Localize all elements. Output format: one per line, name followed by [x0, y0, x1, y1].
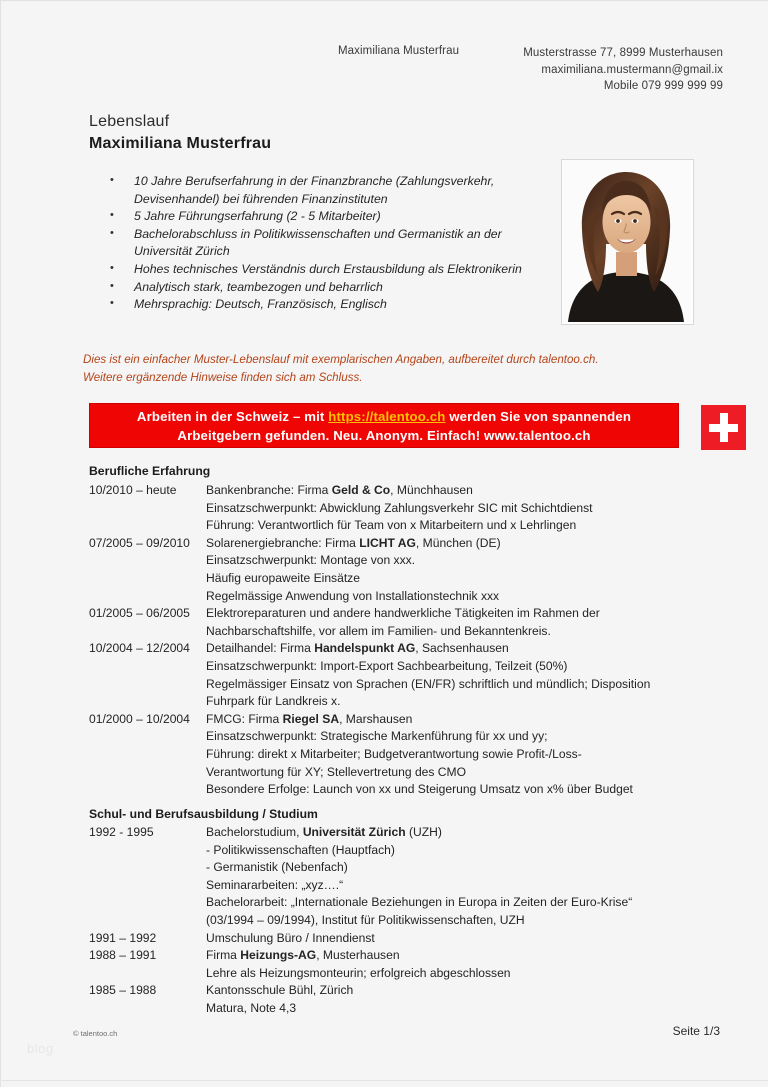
entry-text: Nachbarschaftshilfe, vor allem im Familien- und Bekanntenkreis. [206, 623, 551, 638]
entry-line [206, 676, 689, 694]
entry-period: 1992 - 1995 [89, 825, 154, 839]
sheet-bottom-edge [2, 1080, 768, 1081]
entry-line [206, 859, 689, 877]
document-kicker: Lebenslauf [89, 113, 170, 130]
entry-line [206, 658, 689, 676]
copyright-text: © talentoo.ch [73, 1029, 118, 1038]
entry-text: Einsatzschwerpunkt: Montage von xxx. [206, 553, 416, 568]
entry-line [206, 877, 689, 895]
entry-text: Solarenergiebranche: Firma [206, 535, 360, 550]
promo-banner-text-after: werden Sie von spannenden [445, 408, 632, 424]
entry-emphasis: Heizungs-AG [240, 948, 317, 963]
entry-line [206, 500, 689, 518]
header-contact-block [523, 45, 723, 95]
swiss-flag-cross-vertical [720, 413, 728, 442]
entry-text: Bachelorstudium, [206, 825, 303, 839]
entry-text: Detailhandel: Firma [206, 641, 315, 656]
list-item: • 10 Jahre Berufserfahrung in der Finanzbranche (Zahlungsverkehr, Devisenhandel) bei führenden Finanzinstituten [97, 173, 552, 208]
entry-period: 1991 – 1992 [89, 930, 157, 945]
promo-banner-text-before: Arbeiten in der Schweiz – mit [136, 408, 329, 424]
entry-period: 1988 – 1991 [89, 948, 157, 963]
entry-text: Firma [206, 948, 241, 963]
entry-text: Einsatzschwerpunkt: Strategische Markenführung für xx und yy; [206, 729, 548, 744]
entry-body [206, 640, 689, 710]
entry-period: 01/2005 – 06/2005 [89, 606, 190, 621]
list-item: • Mehrsprachig: Deutsch, Französisch, Englisch [97, 296, 552, 314]
entry-period: 10/2010 – heute [89, 483, 177, 497]
entry-text: Führung: Verantwortlich für Team von x Mitarbeitern und x Lehrlingen [206, 518, 577, 533]
entry-line [206, 842, 689, 860]
entry-body [206, 947, 689, 982]
entry-period: 10/2004 – 12/2004 [89, 641, 190, 656]
entry-emphasis: Universität Zürich [302, 825, 406, 839]
table-row [89, 930, 689, 948]
entry-text: Bachelorarbeit: „Internationale Beziehungen in Europa in Zeiten der Euro-Krise“ [206, 895, 633, 910]
portrait-photo-icon [562, 160, 691, 322]
entry-line [206, 824, 689, 842]
entry-line [206, 605, 689, 623]
entry-text: , München (DE) [415, 535, 501, 550]
entry-emphasis: Riegel SA [282, 711, 340, 726]
entry-period: 1985 – 1988 [89, 983, 157, 998]
entry-text: Seminararbeiten: „xyz….“ [206, 877, 344, 892]
entry-text: - Politikwissenschaften (Hauptfach) [206, 842, 395, 857]
section-title-education: Schul- und Berufsausbildung / Studium [89, 807, 318, 821]
entry-emphasis: LICHT AG [359, 535, 416, 550]
entry-text: Häufig europaweite Einsätze [206, 570, 360, 585]
page-number: Seite 1/3 [672, 1024, 720, 1038]
entry-line [206, 912, 689, 930]
entry-text: , Münchhausen [390, 483, 473, 497]
entry-body [206, 982, 689, 1017]
entry-line [206, 746, 689, 764]
entry-text: (UZH) [405, 825, 442, 839]
entry-body [206, 535, 689, 605]
list-item: • Analytisch stark, teambezogen und beharrlich [97, 279, 552, 297]
entry-line [206, 982, 689, 1000]
entry-body [206, 824, 689, 930]
entry-text: Regelmässige Anwendung von Installationstechnik xxx [206, 588, 500, 603]
table-row [89, 535, 689, 605]
entry-emphasis: Handelspunkt AG [314, 641, 416, 656]
table-row [89, 824, 689, 930]
entry-text: Umschulung Büro / Innendienst [206, 930, 375, 945]
header-email: maximiliana.mustermann@gmail.ix [541, 63, 723, 76]
entry-text: Einsatzschwerpunkt: Abwicklung Zahlungsverkehr SIC mit Schichtdienst [206, 500, 593, 515]
promo-banner-line2: Arbeitgebern gefunden. Neu. Anonym. Einfach! www.talentoo.ch [177, 427, 591, 443]
summary-bullet-list [97, 173, 552, 314]
disclaimer-note [83, 351, 683, 386]
list-item: • Hohes technisches Verständnis durch Erstausbildung als Elektronikerin [97, 261, 552, 279]
entry-line [206, 570, 689, 588]
header-mobile: Mobile 079 999 999 99 [603, 80, 723, 92]
entry-text: Matura, Note 4,3 [206, 1000, 297, 1015]
entry-line [206, 517, 689, 535]
entry-text: (03/1994 – 09/1994), Institut für Politikwissenschaften, UZH [206, 912, 525, 927]
entry-text: Elektroreparaturen und andere handwerkliche Tätigkeiten im Rahmen der [206, 606, 600, 621]
entry-text: Führung: direkt x Mitarbeiter; Budgetverantwortung sowie Profit-/Loss- [206, 746, 582, 761]
entry-text: Bankenbranche: Firma [206, 483, 332, 497]
disclaimer-note-line2: Weitere ergänzende Hinweise finden sich am Schluss. [83, 370, 363, 384]
entry-line [206, 588, 689, 606]
entry-body [206, 711, 689, 799]
entry-line [206, 947, 689, 965]
table-row [89, 947, 689, 982]
entry-line [206, 482, 689, 500]
entry-text: Lehre als Heizungsmonteurin; erfolgreich abgeschlossen [206, 965, 511, 980]
entry-line [206, 728, 689, 746]
entry-line [206, 781, 689, 799]
entry-line [206, 552, 689, 570]
disclaimer-note-line1: Dies ist ein einfacher Muster-Lebenslauf mit exemplarischen Angaben, aufbereitet durch talentoo.ch. [83, 353, 599, 366]
entry-line [206, 623, 689, 641]
entry-text: - Germanistik (Nebenfach) [206, 860, 348, 875]
promo-banner[interactable] [89, 403, 679, 448]
entry-line [206, 693, 689, 711]
page-title: Maximiliana Musterfrau [89, 135, 272, 152]
header-address: Musterstrasse 77, 8999 Musterhausen [523, 47, 723, 59]
entry-line [206, 965, 689, 983]
table-row [89, 482, 689, 535]
entry-text: Einsatzschwerpunkt: Import-Export Sachbearbeitung, Teilzeit (50%) [206, 658, 568, 673]
experience-entry-list [89, 482, 689, 799]
entry-text: Besondere Erfolge: Launch von xx und Steigerung Umsatz von x% über Budget [206, 782, 633, 797]
entry-text: , Sachsenhausen [415, 641, 509, 656]
entry-line [206, 535, 689, 553]
entry-line [206, 930, 689, 948]
entry-text: , Musterhausen [316, 948, 400, 963]
entry-period: 07/2005 – 09/2010 [89, 535, 190, 550]
contact-header [1, 45, 768, 103]
entry-text: , Marshausen [339, 711, 413, 726]
entry-line [206, 764, 689, 782]
promo-banner-line1 [137, 407, 631, 426]
avatar [561, 159, 694, 325]
entry-body [206, 482, 689, 535]
education-entry-list [89, 824, 689, 1018]
entry-line [206, 711, 689, 729]
list-item: • Bachelorabschluss in Politikwissenschaften und Germanistik an der Universität Zürich [97, 226, 552, 261]
table-row [89, 640, 689, 710]
entry-text: Verantwortung für XY; Stellevertretung des CMO [206, 764, 467, 779]
table-row [89, 605, 689, 640]
entry-line [206, 1000, 689, 1018]
entry-text: FMCG: Firma [206, 711, 283, 726]
table-row [89, 711, 689, 799]
list-item: • 5 Jahre Führungserfahrung (2 - 5 Mitarbeiter) [97, 208, 552, 226]
entry-text: Kantonsschule Bühl, Zürich [206, 983, 354, 998]
entry-text: Fuhrpark für Landkreis x. [206, 694, 341, 709]
promo-banner-link[interactable]: https://talentoo.ch [328, 408, 446, 424]
entry-body [206, 605, 689, 640]
section-title-experience: Berufliche Erfahrung [89, 464, 211, 478]
entry-period: 01/2000 – 10/2004 [89, 711, 190, 726]
table-row [89, 982, 689, 1017]
swiss-flag-icon [701, 405, 746, 450]
blog-watermark: blog [27, 1041, 54, 1056]
entry-body [206, 930, 689, 948]
entry-emphasis: Geld & Co [331, 483, 391, 497]
header-candidate-name: Maximiliana Musterfrau [338, 45, 460, 57]
entry-text: Regelmässiger Einsatz von Sprachen (EN/FR) schriftlich und mündlich; Disposition [206, 676, 651, 691]
entry-line [206, 640, 689, 658]
entry-line [206, 894, 689, 912]
